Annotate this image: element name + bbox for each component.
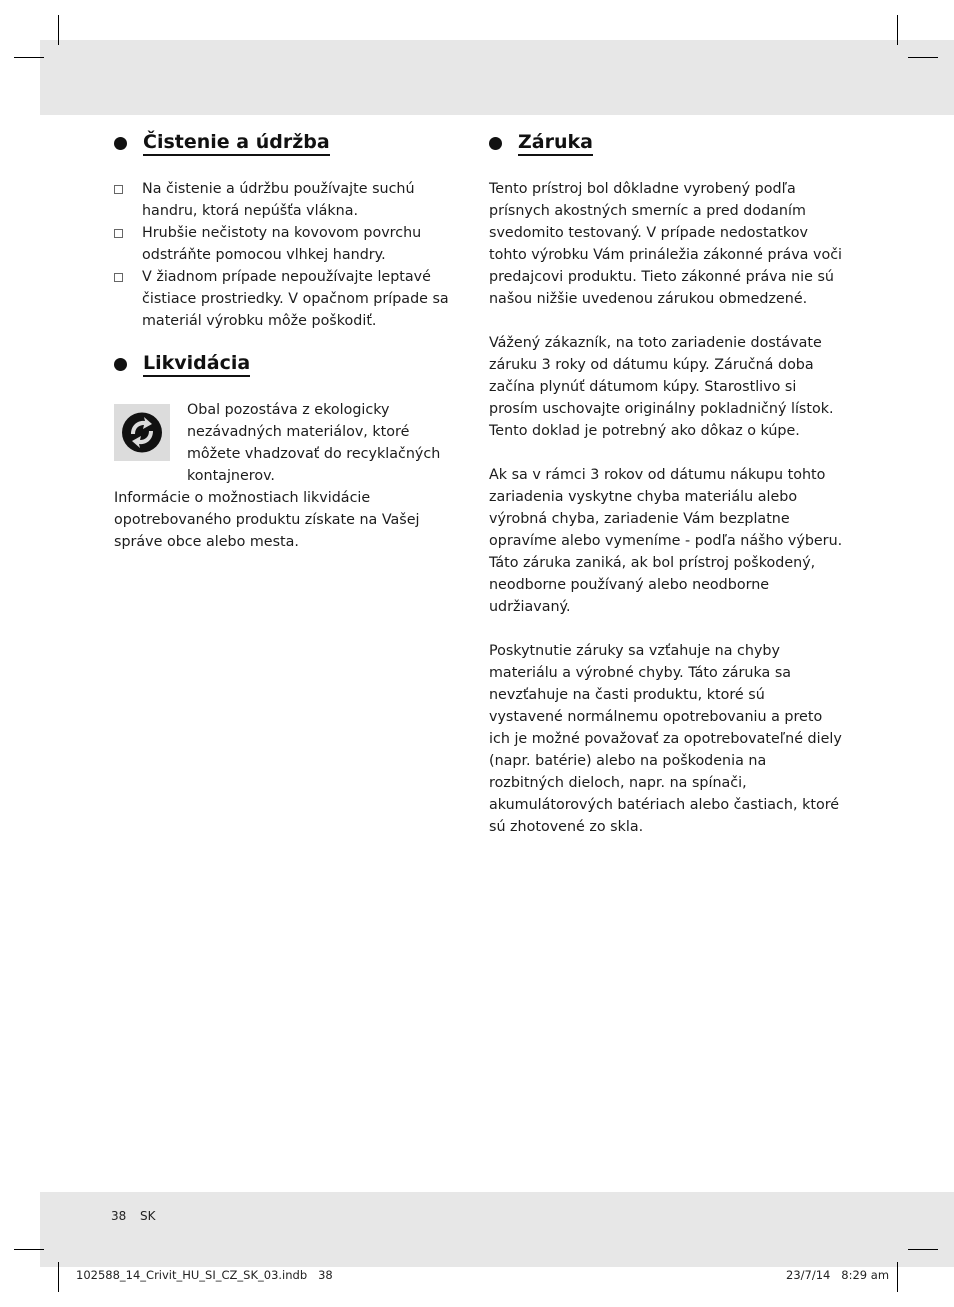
disposal-info-text: Informácie o možnostiach likvidácie opotrebovaného produktu získate na Vašej správe obce alebo mesta. bbox=[114, 490, 420, 550]
top-band bbox=[40, 40, 954, 115]
list-item bbox=[114, 222, 464, 266]
cleaning-list bbox=[114, 178, 464, 332]
warranty-body bbox=[489, 178, 843, 860]
list-item bbox=[114, 266, 464, 332]
list-item bbox=[114, 178, 464, 222]
recycling-green-dot-icon bbox=[114, 404, 170, 461]
list-item-text: V žiadnom prípade nepoužívajte leptavé čistiace prostriedky. V opačnom prípade sa materiál výrobku môže poškodiť. bbox=[142, 269, 449, 329]
timestamp: 23/7/14 8:29 am bbox=[786, 1268, 890, 1282]
bullet-dot-icon bbox=[489, 137, 502, 150]
bullet-dot-icon bbox=[114, 358, 127, 371]
warranty-paragraph: Ak sa v rámci 3 rokov od dátumu nákupu tohto zariadenia vyskytne chyba materiálu alebo výrobná chyba, zariadenie Vám bezplatne opravíme alebo vymeníme - podľa nášho výberu. Táto záruka zaniká, ak bol prístroj poškodený, neodborne používaný alebo neodborne udržiavaný. bbox=[489, 467, 843, 615]
checkbox-bullet-icon bbox=[114, 273, 123, 282]
crop-mark bbox=[908, 57, 938, 58]
disposal-title: Likvidácia bbox=[143, 352, 250, 377]
disposal-packaging-text: Obal pozostáva z ekologicky nezávadných materiálov, ktoré môžete vhadzovať do recyklačných kontajnerov. bbox=[187, 402, 441, 484]
list-item-text: Na čistenie a údržbu používajte suchú handru, ktorá nepúšťa vlákna. bbox=[142, 181, 415, 219]
warranty-title: Záruka bbox=[518, 131, 593, 156]
cleaning-heading bbox=[114, 131, 330, 156]
warranty-paragraph: Poskytnutie záruky sa vzťahuje na chyby materiálu a výrobné chyby. Táto záruka sa nevzťahuje na časti produktu, ktoré sú vystavené normálnemu opotrebovaniu a preto ich je možné považovať za opotrebovateľné diely (napr. batérie) alebo na poškodenia na rozbitných dieloch, napr. na spínači, akumulátorových batériach alebo častiach, ktoré sú zhotovené zo skla. bbox=[489, 643, 842, 835]
warranty-heading bbox=[489, 131, 593, 156]
crop-mark bbox=[58, 1262, 59, 1292]
file-name: 102588_14_Crivit_HU_SI_CZ_SK_03.indb 38 bbox=[76, 1268, 333, 1282]
cleaning-title: Čistenie a údržba bbox=[143, 131, 330, 156]
recycling-symbol bbox=[114, 404, 170, 461]
checkbox-bullet-icon bbox=[114, 185, 123, 194]
language-code: SK bbox=[140, 1209, 156, 1223]
crop-mark bbox=[908, 1249, 938, 1250]
crop-mark bbox=[14, 1249, 44, 1250]
crop-mark bbox=[897, 15, 898, 45]
list-item-text: Hrubšie nečistoty na kovovom povrchu odstráňte pomocou vlhkej handry. bbox=[142, 225, 422, 263]
page-number: 38 bbox=[111, 1209, 127, 1223]
warranty-paragraph: Tento prístroj bol dôkladne vyrobený podľa prísnych akostných smerníc a pred dodaním svedomito testovaný. V prípade nedostatkov tohto výrobku Vám prináležia zákonné práva voči predajcovi produktu. Tieto zákonné práva nie sú našou nižšie uvedenou zárukou obmedzené. bbox=[489, 181, 843, 307]
crop-mark bbox=[897, 1262, 898, 1292]
crop-mark bbox=[58, 15, 59, 45]
bullet-dot-icon bbox=[114, 137, 127, 150]
disposal-heading bbox=[114, 352, 250, 377]
crop-mark bbox=[14, 57, 44, 58]
bottom-band bbox=[40, 1192, 954, 1267]
checkbox-bullet-icon bbox=[114, 229, 123, 238]
warranty-paragraph: Vážený zákazník, na toto zariadenie dostávate záruku 3 roky od dátumu kúpy. Záručná doba začína plynúť dátumom kúpy. Starostlivo si prosím uschovajte originálny pokladničný lístok. Tento doklad je potrebný ako dôkaz o kúpe. bbox=[489, 335, 834, 439]
